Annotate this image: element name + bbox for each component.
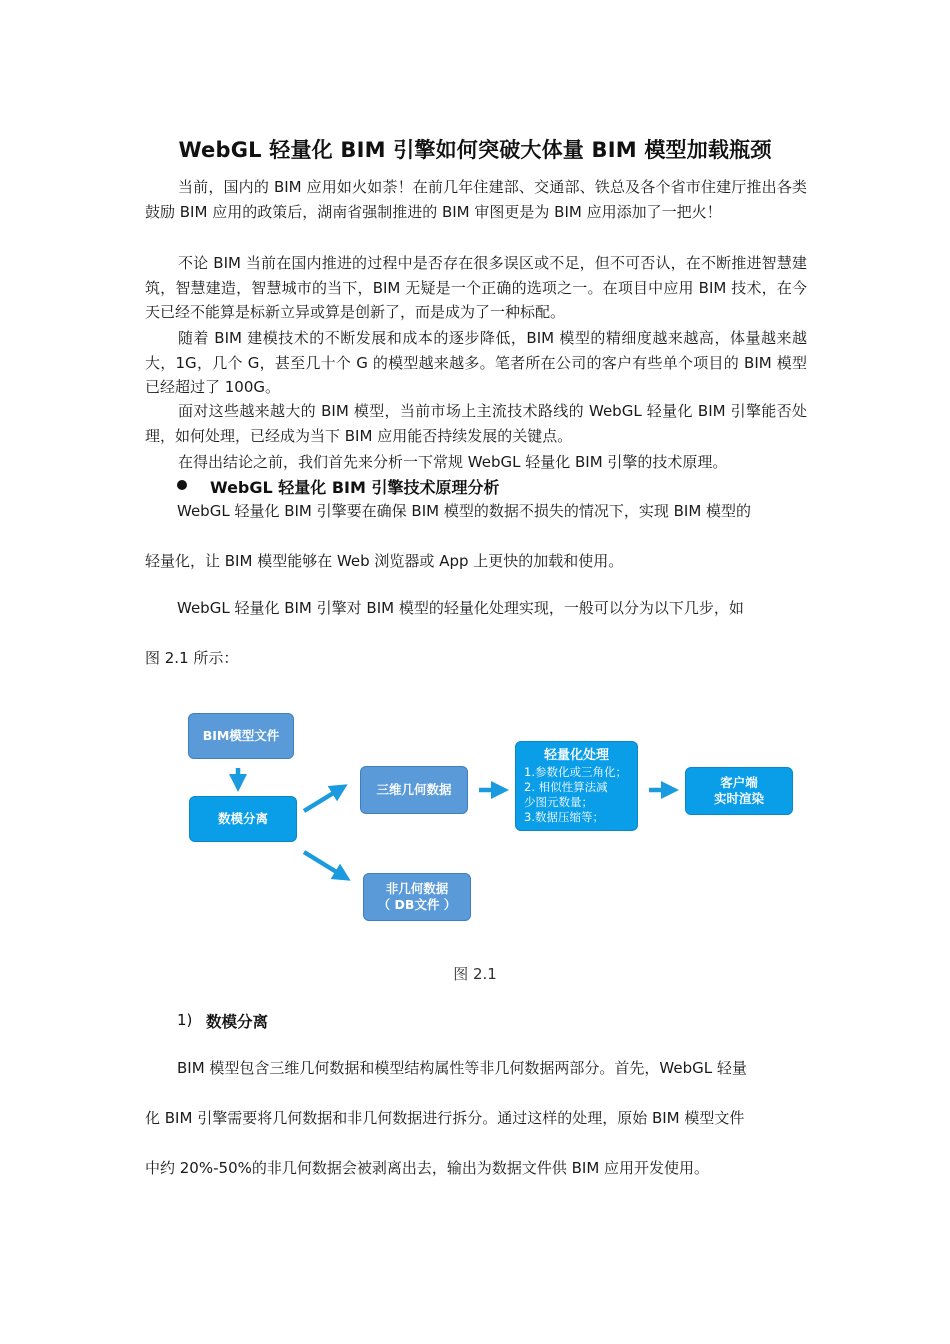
geometry-label: 三维几何数据 — [376, 782, 452, 797]
client-label: 客户端 — [720, 775, 758, 790]
section3-line-2: 化 BIM 引擎需要将几何数据和非几何数据进行拆分。通过这样的处理，原始 BIM 模型文件 — [145, 1109, 745, 1127]
process-item: 2. 相似性算法减 — [524, 780, 608, 794]
bim-file-box — [188, 713, 294, 759]
arrow-up-right-icon — [304, 789, 340, 811]
paragraph-transition: 在得出结论之前，我们首先来分析一下常规 WebGL 轻量化 BIM 引擎的技术原理。 — [178, 453, 728, 471]
paragraph-challenge: 面对这些越来越大的 BIM 模型，当前市场上主流技术路线的 WebGL 轻量化 BIM 引擎能否处理，如何处理，已经成为当下 BIM 应用能否持续发展的关键点。 — [145, 402, 807, 445]
process-title: 轻量化处理 — [543, 748, 609, 763]
section2-line-4: 图 2.1 所示： — [145, 649, 239, 667]
section2-line-1: WebGL 轻量化 BIM 引擎要在确保 BIM 模型的数据不损失的情况下，实现 BIM 模型的 — [177, 502, 752, 520]
arrow-down-right-icon — [304, 852, 343, 876]
bim-file-label: BIM模型文件 — [202, 728, 280, 743]
section3-line-3: 中约 20%-50%的非几何数据会被剥离出去，输出为数据文件供 BIM 应用开发使用。 — [145, 1159, 710, 1177]
section2-line-3: WebGL 轻量化 BIM 引擎对 BIM 模型的轻量化处理实现，一般可以分为以下几步，如 — [177, 599, 744, 617]
client-sublabel: 实时渲染 — [713, 791, 764, 806]
figure-caption: 图 2.1 — [453, 965, 497, 983]
section2-line-2: 轻量化，让 BIM 模型能够在 Web 浏览器或 App 上更快的加载和使用。 — [145, 552, 624, 570]
page-title: WebGL 轻量化 BIM 引擎如何突破大体量 BIM 模型加载瓶颈 — [178, 138, 772, 162]
geometry-box — [360, 766, 468, 814]
section3-line-1: BIM 模型包含三维几何数据和模型结构属性等非几何数据两部分。首先，WebGL 轻量 — [177, 1059, 747, 1077]
bullet-heading: WebGL 轻量化 BIM 引擎技术原理分析 — [210, 478, 500, 497]
client-box — [685, 767, 793, 815]
paragraph-intro: 当前，国内的 BIM 应用如火如荼！在前几年住建部、交通部、铁总及各个省市住建厅推出各类鼓励 BIM 应用的政策后，湖南省强制推进的 BIM 审图更是为 BIM 应用添加了一把火！ — [145, 178, 807, 221]
process-item: 3.数据压缩等； — [524, 810, 604, 824]
process-item: 1.参数化或三角化； — [524, 765, 627, 779]
process-box — [515, 741, 638, 831]
process-item: 少图元数量； — [524, 795, 593, 809]
bullet-icon — [177, 480, 187, 490]
separation-label: 数模分离 — [217, 811, 268, 826]
non-geometry-label: 非几何数据 — [385, 881, 449, 896]
heading-number: 1) — [177, 1011, 193, 1029]
separation-box — [189, 796, 297, 842]
heading-text: 数模分离 — [206, 1013, 269, 1031]
non-geometry-sublabel: （ DB文件 ） — [377, 897, 457, 912]
paragraph-model-size: 随着 BIM 建模技术的不断发展和成本的逐步降低，BIM 模型的精细度越来越高，体量越来越大，1G，几个 G，甚至几十个 G 的模型越来越多。笔者所在公司的客户有些单个项目的 BIM 模型已经超过了 100G。 — [145, 329, 807, 396]
paragraph-bim-status: 不论 BIM 当前在国内推进的过程中是否存在很多误区或不足，但不可否认，在不断推进智慧建筑，智慧建造，智慧城市的当下，BIM 无疑是一个正确的选项之一。在项目中应用 BIM 技术，在今天已经不能算是标新立异或算是创新了，而是成为了一种标配。 — [145, 254, 807, 321]
non-geometry-box — [363, 873, 471, 921]
